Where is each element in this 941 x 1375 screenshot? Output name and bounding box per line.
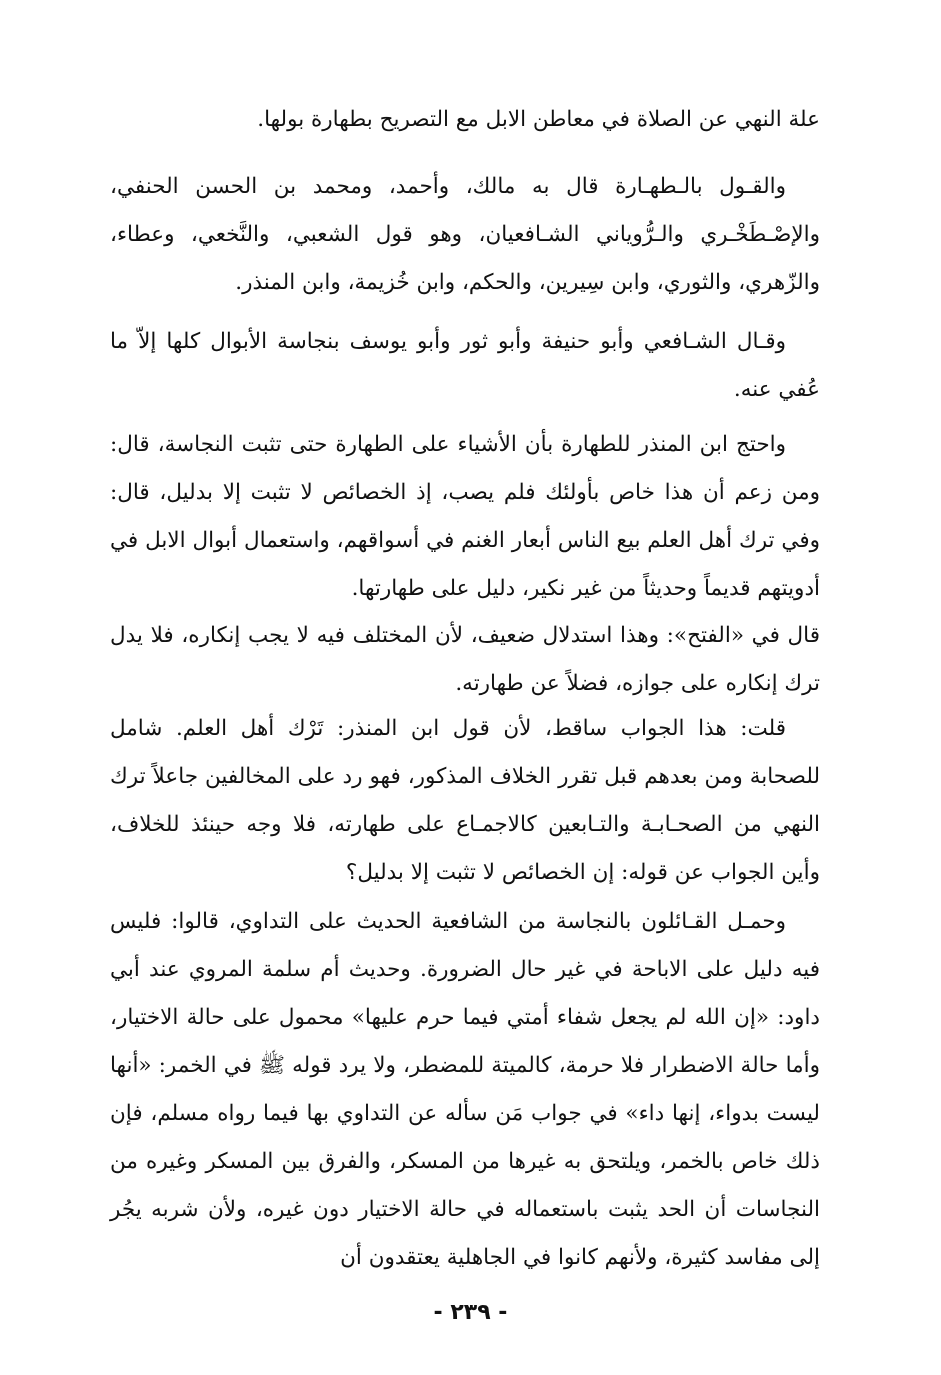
page-number: - ٢٣٩ - <box>433 1300 508 1325</box>
paragraph-text: قال في «الفتح»: وهذا استدلال ضعيف، لأن المختلف فيه لا يجب إنكاره، فلا يدل ترك إنكاره على جوازه، فضلاً عن طهارته. <box>110 623 820 696</box>
paragraph-6 <box>110 705 820 897</box>
paragraph-5 <box>110 612 820 708</box>
paragraph-7 <box>110 898 820 1282</box>
paragraph-text: وقـال الشـافعي وأبو حنيفة وأبو ثور وأبو يوسف بنجاسة الأبوال كلها إلاّ ما عُفي عنه. <box>110 329 820 402</box>
paragraph-text: واحتج ابن المنذر للطهارة بأن الأشياء على الطهارة حتى تثبت النجاسة، قال: ومن زعم أن هذا خاص بأولئك فلم يصب، إذ الخصائص لا تثبت إلا بدليل، قال: وفي ترك أهل العلم بيع الناس أبعار الغنم في أسواقهم، واستعمال أبوال الابل في أدويتهم قديماً وحديثاً من غير نكير، دليل على طهارتها. <box>110 432 820 601</box>
paragraph-text: علة النهي عن الصلاة في معاطن الابل مع التصريح بطهارة بولها. <box>257 107 820 132</box>
paragraph-2 <box>110 163 820 307</box>
paragraph-text: وحمـل القـائلون بالنجاسة من الشافعية الحديث على التداوي، قالوا: فليس فيه دليل على الاباحة في غير حال الضرورة. وحديث أم سلمة المروي عند أبي داود: «إن الله لم يجعل شفاء أمتي فيما حرم عليها» محمول على حالة الاختيار، وأما حالة الاضطرار فلا حرمة، كالميتة للمضطر، ولا يرد قوله ﷺ في الخمر: «أنها ليست بدواء، إنها داء» في جواب مَن سأله عن التداوي بها فيما رواه مسلم، فإن ذلك خاص بالخمر، ويلتحق به غيرها من المسكر، والفرق بين المسكر وغيره من النجاسات أن الحد يثبت باستعماله في حالة الاختيار دون غيره، ولأن شربه يجُر إلى مفاسد كثيرة، ولأنهم كانوا في الجاهلية يعتقدون أن <box>110 909 820 1270</box>
paragraph-3 <box>110 318 820 414</box>
paragraph-4 <box>110 421 820 613</box>
paragraph-1 <box>110 96 820 144</box>
paragraph-text: والقـول بالـطهـارة قال به مالك، وأحمد، ومحمد بن الحسن الحنفي، والإصْـطَخْـري والـرُّوياني الشـافعيان، وهو قول الشعبي، والنَّخعي، وعطاء، والزّهري، والثوري، وابن سِيرين، والحكم، وابن خُزيمة، وابن المنذر. <box>110 174 820 295</box>
paragraph-text: قلت: هذا الجواب ساقط، لأن قول ابن المنذر: تَرْك أهل العلم. شامل للصحابة ومن بعدهم قبل تقرر الخلاف المذكور، فهو رد على المخالفين جاعلاً ترك النهي من الصحـابـة والتـابعين كالاجمـاع على طهارته، فلا وجه حينئذ للخلاف، وأين الجواب عن قوله: إن الخصائص لا تثبت إلا بدليل؟ <box>110 716 820 885</box>
